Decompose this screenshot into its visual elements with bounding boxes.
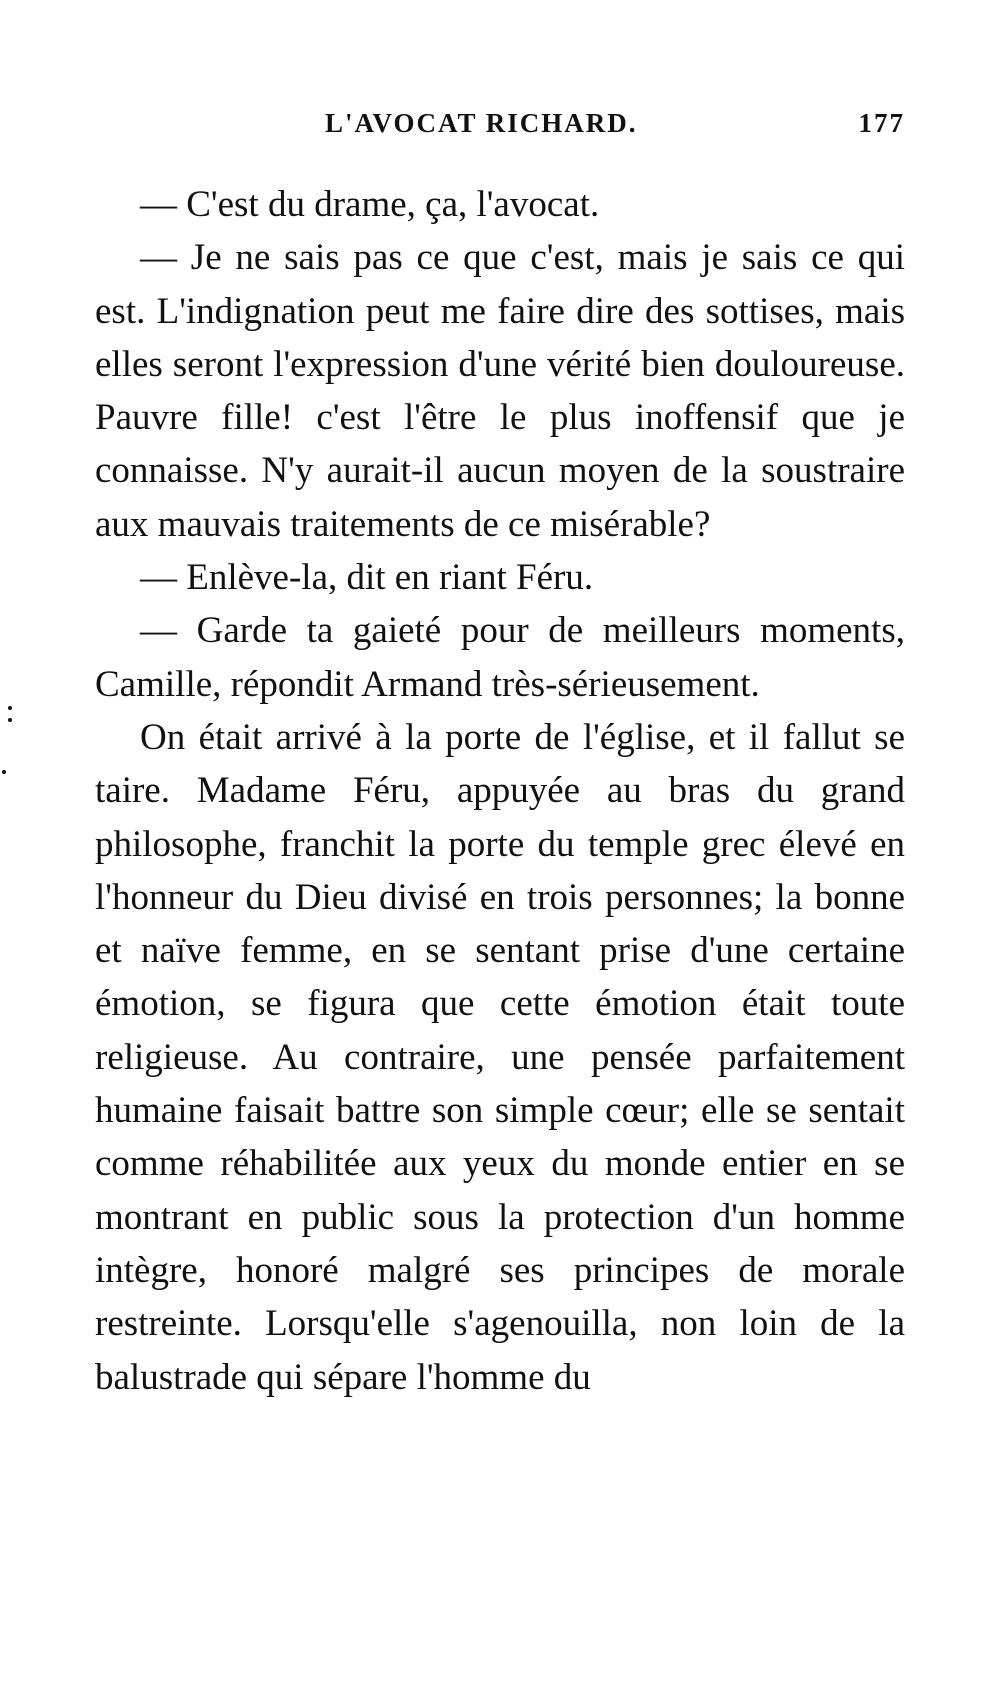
paragraph-enleve-la: — Enlève-la, dit en riant Féru. (140, 557, 594, 599)
page-number: 177 (858, 108, 905, 138)
running-title: L'AVOCAT RICHARD. (325, 108, 638, 138)
paragraph-drama-remark: — C'est du drame, ça, l'avocat. (140, 184, 600, 225)
paragraph-church-scene: On était arrivé à la porte de l'église, et il fallut se taire. Madame Féru, appuyée au bras du grand philosophe, franchit la porte du temple grec élevé en l'honneur du Dieu divisé en trois personnes; la bonne et naïve femme, en se sentant prise d'une certaine émotion, se figura que cette émotion était toute religieuse. Au contraire, une pensée parfaitement humaine faisait battre son simple cœur; elle se sentait comme réhabilitée aux yeux du monde entier en se montrant en public sous la protection d'un homme intègre, honoré malgré ses principes de morale restreinte. Lorsqu'elle s'agenouilla, non loin de la balustrade qui sépare l'homme du (95, 716, 905, 1398)
margin-speck (8, 706, 12, 710)
body-text (95, 178, 905, 1404)
margin-speck (2, 770, 6, 774)
paragraph-indignation: — Je ne sais pas ce que c'est, mais je sais ce qui est. L'indignation peut me faire dire des sottises, mais elles seront l'expression d'une vérité bien douloureuse. Pauvre fille! c'est l'être le plus inoffensif que je connaisse. N'y aurait-il aucun moyen de la soustraire aux mauvais traitements de ce misérable? (95, 237, 905, 545)
paragraph-garde-ta-gaiete: — Garde ta gaieté pour de meilleurs moments, Camille, répondit Armand très-sérieusement. (95, 610, 905, 705)
running-head (95, 108, 905, 148)
margin-speck (8, 718, 12, 722)
